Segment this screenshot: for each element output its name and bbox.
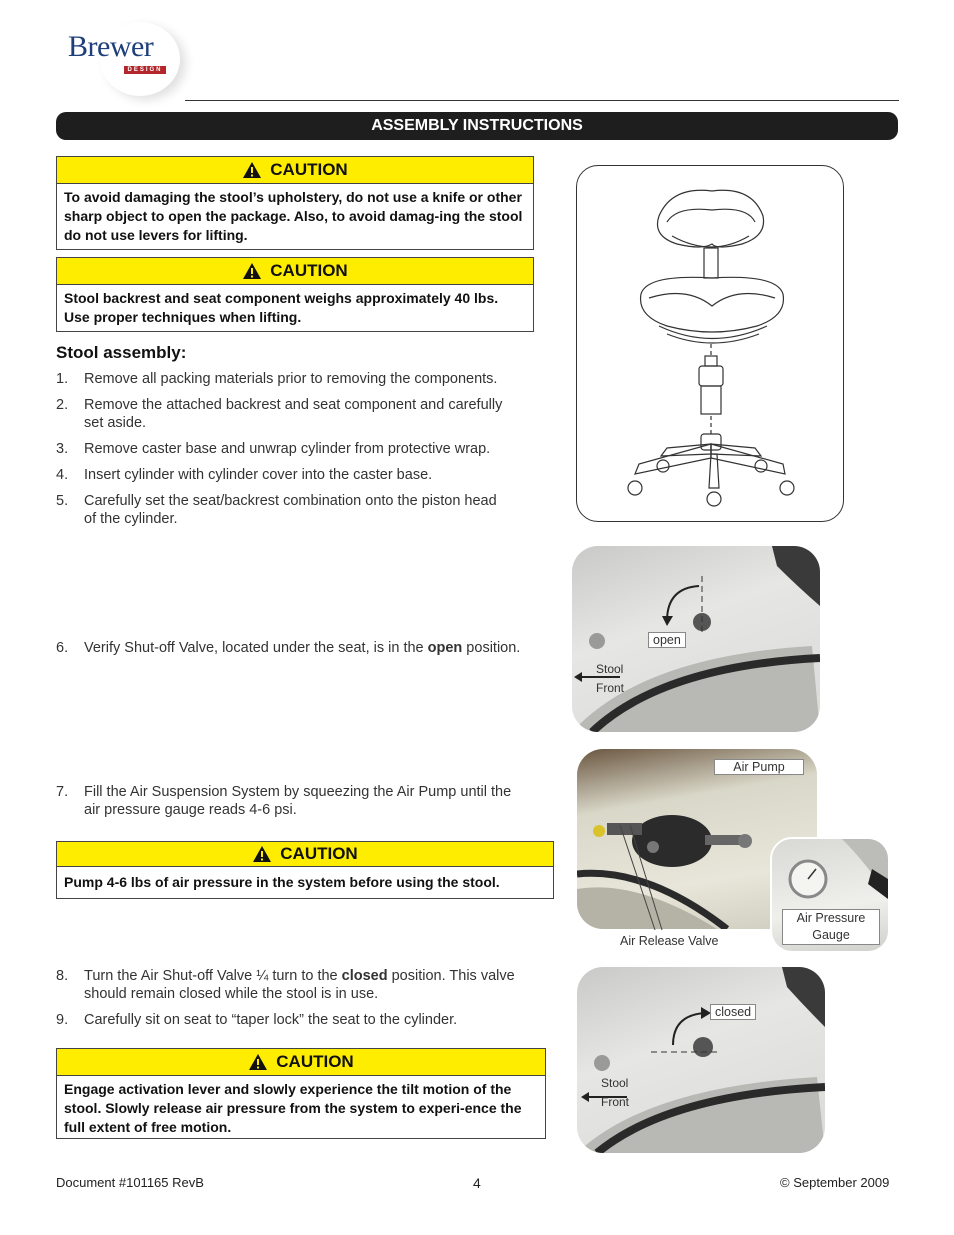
step-6: 6. Verify Shut-off Valve, located under the seat, is in the open position.	[56, 640, 521, 656]
valve-open-drawing	[572, 546, 820, 732]
header-rule	[185, 100, 899, 101]
step-8: 8. Turn the Air Shut-off Valve ¼ turn to the closed position. This valve should remain closed while the stool is in use.	[56, 968, 515, 1002]
caution-text: Pump 4-6 lbs of air pressure in the system before using the stool.	[64, 874, 500, 890]
air-release-label: Air Release Valve	[620, 934, 719, 948]
gauge-photo	[770, 837, 890, 953]
section-banner: ASSEMBLY INSTRUCTIONS	[56, 112, 898, 140]
warning-icon	[252, 845, 272, 863]
stool-label: Stool	[596, 662, 624, 676]
document-number: Document #101165 RevB	[56, 1175, 204, 1190]
page-number: 4	[473, 1175, 481, 1191]
stool-drawing	[577, 166, 843, 521]
step-4: 4. Insert cylinder with cylinder cover into the caster base.	[56, 467, 433, 483]
leader-lines	[600, 820, 680, 940]
stool-label: Stool	[601, 1076, 629, 1090]
caution-text: To avoid damaging the stool’s upholstery, do not use a knife or other sharp object to open the package. Also, to avoid damag-ing the stool do not use levers for lifting.	[64, 189, 523, 243]
caution-header: CAUTION	[57, 1049, 545, 1076]
step-9: 9. Carefully sit on seat to “taper lock” the seat to the cylinder.	[56, 1012, 458, 1028]
caution-header: CAUTION	[57, 842, 553, 867]
caution-box-2	[56, 257, 534, 332]
gauge-label: Air Pressure Gauge	[782, 909, 880, 945]
caution-header: CAUTION	[57, 258, 533, 285]
warning-icon	[248, 1053, 268, 1071]
step-7: 7. Fill the Air Suspension System by squeezing the Air Pump until the air pressure gauge reads 4-6 psi.	[56, 784, 512, 818]
front-label: Front	[601, 1095, 630, 1109]
valve-closed-photo	[577, 967, 825, 1153]
valve-closed-drawing	[577, 967, 825, 1153]
step-1: 1. Remove all packing materials prior to removing the components.	[56, 371, 498, 387]
section-title: Stool assembly:	[56, 343, 187, 362]
air-pump-label: Air Pump	[714, 759, 804, 775]
caution-box-4	[56, 1048, 546, 1139]
warning-icon	[242, 161, 262, 179]
caution-text: Engage activation lever and slowly experience the tilt motion of the stool. Slowly release air pressure from the system to experi-ence the full extent of free motion.	[64, 1081, 522, 1135]
valve-open-photo	[572, 546, 820, 732]
caution-text: Stool backrest and seat component weighs approximately 40 lbs. Use proper techniques when lifting.	[64, 290, 499, 325]
front-label: Front	[596, 681, 625, 695]
open-label: open	[648, 632, 686, 648]
logo-sub: DESIGN	[124, 66, 166, 74]
logo: Brewer	[68, 30, 154, 63]
caution-box-1	[56, 156, 534, 250]
copyright: © September 2009	[780, 1175, 890, 1190]
step-2: 2. Remove the attached backrest and seat component and carefully set aside.	[56, 397, 503, 431]
closed-label: closed	[710, 1004, 756, 1020]
caution-header: CAUTION	[57, 157, 533, 184]
caution-box-3	[56, 841, 554, 899]
step-3: 3. Remove caster base and unwrap cylinder from protective wrap.	[56, 441, 491, 457]
warning-icon	[242, 262, 262, 280]
step-5: 5. Carefully set the seat/backrest combination onto the piston head of the cylinder.	[56, 493, 497, 527]
stool-diagram	[576, 165, 844, 522]
